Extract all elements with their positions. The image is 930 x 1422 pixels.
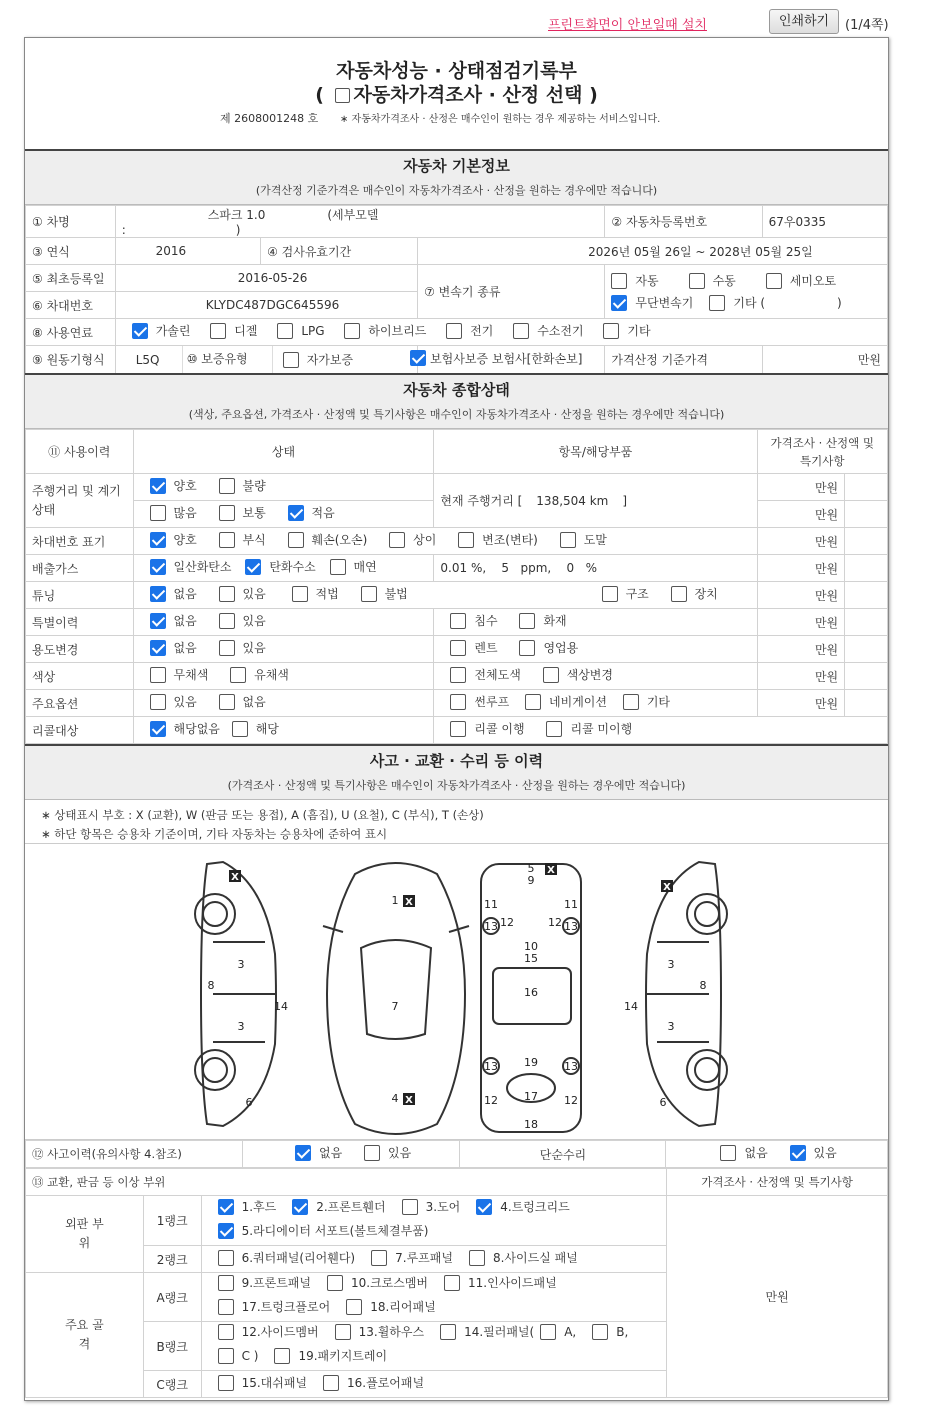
vin-smeared-checkbox[interactable] — [560, 532, 576, 548]
part-quarter-panel-checkbox[interactable] — [218, 1250, 234, 1266]
trans-semi-checkbox[interactable] — [766, 273, 782, 289]
emission-label: 배출가스 — [26, 555, 134, 582]
part-package-tray-checkbox[interactable] — [274, 1348, 290, 1364]
accident-history-table: ⑫ 사고이력(유의사항 4.참조) 없음 있음 단순수리 없음 있음 — [25, 1140, 888, 1168]
color-label: 색상 — [26, 663, 134, 690]
section-note: (가격조사 · 산정액 및 특기사항은 매수인이 자동차가격조사 · 산정을 원하는 경우에만 적습니다) — [227, 779, 686, 792]
part-front-panel-checkbox[interactable] — [218, 1275, 234, 1291]
emis-hc-checkbox[interactable] — [245, 559, 261, 575]
simple-yes-checkbox[interactable] — [790, 1145, 806, 1161]
trans-cvt-checkbox[interactable] — [611, 295, 627, 311]
car-parts-diagram — [25, 844, 889, 1140]
fuel-other-checkbox[interactable] — [603, 323, 619, 339]
engine-type-value: L5Q — [135, 352, 160, 367]
section-title: 자동차 종합상태 — [403, 381, 510, 399]
rankB-label: B랭크 — [143, 1322, 201, 1371]
page-indicator: (1/4쪽) — [845, 18, 889, 33]
mileage-value: 138,504 km — [536, 494, 609, 508]
col-status-header: 상태 — [133, 430, 434, 474]
use-none-checkbox[interactable] — [150, 640, 166, 656]
part-label-14: 14 — [624, 1000, 638, 1013]
fuel-hybrid-checkbox[interactable] — [344, 323, 360, 339]
detail-model-label: (세부모델 : — [121, 208, 379, 237]
self-warranty-checkbox[interactable] — [283, 352, 299, 368]
exchange-mark: X — [405, 897, 413, 908]
part-side-member-checkbox[interactable] — [218, 1324, 234, 1340]
tune-device-checkbox[interactable] — [671, 586, 687, 602]
tune-structure-checkbox[interactable] — [602, 586, 618, 602]
spec-fire-checkbox[interactable] — [519, 613, 535, 629]
parts-label: ⑬ 교환, 판금 등 이상 부위 — [26, 1169, 667, 1196]
part-label-18: 18 — [524, 1118, 538, 1131]
part-label-13: 13 — [564, 920, 578, 933]
part-wheel-house-checkbox[interactable] — [335, 1324, 351, 1340]
color-full-paint-checkbox[interactable] — [450, 667, 466, 683]
basic-info-section-header — [25, 151, 888, 205]
tune-yes-checkbox[interactable] — [219, 586, 235, 602]
vin-corrosion-checkbox[interactable] — [219, 532, 235, 548]
part-pillar-panel-checkbox[interactable] — [440, 1324, 456, 1340]
col-item-header: 항목/해당부품 — [434, 430, 757, 474]
part-trunk-floor-checkbox[interactable] — [218, 1299, 234, 1315]
part-label-19: 19 — [524, 1056, 538, 1069]
part-floor-panel-checkbox[interactable] — [323, 1375, 339, 1391]
part-door-checkbox[interactable] — [402, 1199, 418, 1215]
part-pillar-c-checkbox[interactable] — [218, 1348, 234, 1364]
part-label-1: 1 — [391, 894, 399, 907]
part-label-13: 13 — [484, 920, 498, 933]
inspection-period-value: 2026년 05월 26일 ~ 2028년 05월 25일 — [418, 238, 888, 265]
fuel-diesel-checkbox[interactable] — [210, 323, 226, 339]
tune-illegal-checkbox[interactable] — [361, 586, 377, 602]
accident-section-header — [25, 744, 888, 800]
part-rear-panel-checkbox[interactable] — [346, 1299, 362, 1315]
legend-symbols: ∗ 상태표시 부호 : X (교환), W (판금 또는 용접), A (흠집), U (요철), C (부식), T (손상) — [41, 808, 484, 822]
recall-label: 리콜대상 — [26, 717, 134, 744]
parts-table: ⑬ 교환, 판금 등 이상 부위 가격조사 · 산정액 및 특기사항 외판 부위 1랭크 1.후드 2.프론트휀더 3.도어 4.트렁크리드 5.라디에이터 서포트(볼트체결부품) 만원 2랭크 6.쿼터패널(리어휀다) 7.루프패널 8.사이드실 패널 주요 골격 A랭크 9.프론트패널 10.크로스멤버 11.인사이드패널 17.트렁크플로어 18.리어패널 B랭크 12.사이드멤버 13.휠하우스 14.필러패널( A, B, C ) 19.패키지트레이 C랭크 15.대쉬패널 16.플로어패널 — [25, 1168, 888, 1398]
base-price-label: 가격산정 기준가격 — [605, 346, 762, 375]
insurance-warranty-checkbox[interactable] — [410, 350, 426, 366]
vin-damage-checkbox[interactable] — [288, 532, 304, 548]
special-history-label: 특별이력 — [26, 609, 134, 636]
price-service-checkbox[interactable] — [335, 88, 350, 103]
emis-co-checkbox[interactable] — [150, 559, 166, 575]
overall-section-header — [25, 375, 888, 429]
recall-yes-checkbox[interactable] — [232, 721, 248, 737]
part-radiator-support-checkbox[interactable] — [218, 1223, 234, 1239]
part-label-12: 12 — [548, 916, 562, 929]
inspection-period-label: ④ 검사유효기간 — [261, 238, 418, 265]
engine-type-label: ⑨ 원동기형식 — [26, 346, 116, 375]
mileage-bad-checkbox[interactable] — [219, 478, 235, 494]
fuel-label: ⑧ 사용연료 — [26, 319, 116, 346]
base-price-unit: 만원 — [762, 346, 887, 375]
part-label-3: 3 — [667, 958, 675, 971]
document-subtitle: ( 자동차가격조사 · 산정 선택 ) — [315, 84, 598, 106]
part-dash-panel-checkbox[interactable] — [218, 1375, 234, 1391]
part-label-12: 12 — [564, 1094, 578, 1107]
rankA-label: A랭크 — [143, 1273, 201, 1322]
print-button[interactable]: 인쇄하기 — [769, 9, 839, 34]
install-link[interactable]: 프린트화면이 안보일때 설치 — [548, 18, 707, 33]
inspection-document — [24, 37, 889, 1401]
part-label-3: 3 — [667, 1020, 675, 1033]
col-usage-header: ⑪ 사용이력 — [26, 430, 134, 474]
vin-altered-checkbox[interactable] — [458, 532, 474, 548]
vin-differ-checkbox[interactable] — [389, 532, 405, 548]
emission-values: 0.01 %, 5 ppm, 0 % — [434, 555, 757, 582]
fuel-lpg-checkbox[interactable] — [277, 323, 293, 339]
accident-none-checkbox[interactable] — [295, 1145, 311, 1161]
spec-flood-checkbox[interactable] — [450, 613, 466, 629]
part-label-8: 8 — [207, 979, 215, 992]
part-label-11: 11 — [484, 898, 498, 911]
part-label-12: 12 — [500, 916, 514, 929]
section-note: (가격산정 기준가격은 매수인이 자동차가격조사 · 산정을 원하는 경우에만 적습니다) — [255, 184, 658, 197]
mileage-low-checkbox[interactable] — [288, 505, 304, 521]
part-label-13: 13 — [484, 1060, 498, 1073]
part-label-7: 7 — [391, 1000, 399, 1013]
part-label-4: 4 — [391, 1092, 399, 1105]
trans-auto-checkbox[interactable] — [611, 273, 627, 289]
document-header — [25, 38, 888, 151]
part-pillar-b-checkbox[interactable] — [592, 1324, 608, 1340]
accident-history-label: ⑫ 사고이력(유의사항 4.참조) — [26, 1141, 243, 1168]
color-achromatic-checkbox[interactable] — [150, 667, 166, 683]
section-title: 사고 · 교환 · 수리 등 이력 — [369, 752, 544, 770]
special-notes-label: 가격조사 · 산정액 및 특기사항 — [667, 1169, 888, 1196]
part-label-6: 6 — [245, 1096, 253, 1109]
outer-panel-label: 외판 부위 — [26, 1196, 144, 1273]
part-label-8: 8 — [699, 979, 707, 992]
part-label-5: 5 — [527, 862, 535, 875]
frame-label: 주요 골격 — [26, 1273, 144, 1398]
part-label-3: 3 — [237, 958, 245, 971]
part-label-17: 17 — [524, 1090, 538, 1103]
color-change-checkbox[interactable] — [543, 667, 559, 683]
emis-smoke-checkbox[interactable] — [330, 559, 346, 575]
part-hood-checkbox[interactable] — [218, 1199, 234, 1215]
spec-yes-checkbox[interactable] — [219, 613, 235, 629]
use-business-checkbox[interactable] — [519, 640, 535, 656]
year-value: 2016 — [115, 238, 260, 265]
tuning-label: 튜닝 — [26, 582, 134, 609]
options-label: 주요옵션 — [26, 690, 134, 717]
top-bar — [0, 8, 930, 36]
rank1-label: 1랭크 — [143, 1196, 201, 1246]
reg-number-value: 67우0335 — [762, 206, 887, 238]
vin-mark-label: 차대번호 표기 — [26, 528, 134, 555]
mileage-high-checkbox[interactable] — [150, 505, 166, 521]
opt-yes-checkbox[interactable] — [150, 694, 166, 710]
fuel-hydrogen-checkbox[interactable] — [513, 323, 529, 339]
recall-done-checkbox[interactable] — [450, 721, 466, 737]
use-rent-checkbox[interactable] — [450, 640, 466, 656]
rankC-label: C랭크 — [143, 1371, 201, 1398]
mileage-label: 주행거리 및 계기상태 — [26, 474, 134, 528]
part-label-11: 11 — [564, 898, 578, 911]
part-label-9: 9 — [527, 874, 535, 887]
simple-repair-label: 단순수리 — [460, 1141, 666, 1168]
fuel-electric-checkbox[interactable] — [446, 323, 462, 339]
vin-label: ⑥ 차대번호 — [26, 292, 116, 319]
basic-info-table: ① 차명 스파크 1.0 (세부모델 : ) ② 자동차등록번호 67우0335 ③ 연식 2016 ④ 검사유효기간 2026년 05월 26일 ~ 2028년 05월 25일 ⑤ 최초등록일 2016-05-26 ⑦ 변속기 종류 자동 수동 세미오토 무단변속기 기타 ( ) ⑥ 차대번호 KLYDC487DGC645596 ⑧ 사용연료 가솔린 디젤 LPG 하이브리드 전기 수소전기 기타 ⑨ 원동기형식 L5Q ⑩ 보증유형 자가보증 보험사보증 보험사[한화손보] 가격산정 기준가격 만원 — [25, 205, 888, 375]
parts-price-unit: 만원 — [667, 1196, 888, 1398]
opt-other-checkbox[interactable] — [623, 694, 639, 710]
fuel-gasoline-checkbox[interactable] — [132, 323, 148, 339]
tune-legal-checkbox[interactable] — [292, 586, 308, 602]
year-label: ③ 연식 — [26, 238, 116, 265]
part-label-12: 12 — [484, 1094, 498, 1107]
exchange-mark: X — [547, 865, 555, 876]
model-label: ① 차명 — [26, 206, 116, 238]
simple-none-checkbox[interactable] — [720, 1145, 736, 1161]
part-cross-member-checkbox[interactable] — [327, 1275, 343, 1291]
part-side-sill-checkbox[interactable] — [469, 1250, 485, 1266]
car-diagram — [25, 844, 888, 1140]
section-title: 자동차 기본정보 — [403, 157, 510, 175]
mileage-good-checkbox[interactable] — [150, 478, 166, 494]
part-label-6: 6 — [659, 1096, 667, 1109]
trans-manual-checkbox[interactable] — [689, 273, 705, 289]
col-price-header: 가격조사 · 산정액 및 특기사항 — [757, 430, 887, 474]
document-number: 제 2608001248 호 — [220, 112, 319, 125]
opt-sunroof-checkbox[interactable] — [450, 694, 466, 710]
recall-notdone-checkbox[interactable] — [546, 721, 562, 737]
reg-number-label: ② 자동차등록번호 — [605, 206, 762, 238]
rank2-label: 2랭크 — [143, 1246, 201, 1273]
accident-yes-checkbox[interactable] — [364, 1145, 380, 1161]
color-chromatic-checkbox[interactable] — [230, 667, 246, 683]
part-inside-panel-checkbox[interactable] — [444, 1275, 460, 1291]
part-roof-panel-checkbox[interactable] — [371, 1250, 387, 1266]
overall-status-table: ⑪ 사용이력 상태 항목/해당부품 가격조사 · 산정액 및 특기사항 주행거리 및 계기상태 양호 불량 현재 주행거리 [ 138,504 km ] 만원 많음 보통 적음 만원 차대번호 표기 양호 부식 훼손(오손) 상이 변조(변타) 도말 만원 배출가스 일산화탄소 탄화수소 매연 0.01 %, 5 ppm, 0 % 만원 튜닝 없음 있음 적법 불법 구조 장치 만원 특별이력 없음 있음 침수 화재 만원 용도변경 없음 있음 렌트 영업용 만원 색상 무채색 유채색 전체도색 색상변경 만원 주요옵션 있음 없음 썬루프 네비게이션 기타 만원 리콜대상 해당없음 해당 리콜 이행 리콜 미이행 — [25, 429, 888, 744]
first-reg-label: ⑤ 최초등록일 — [26, 265, 116, 292]
transmission-label: ⑦ 변속기 종류 — [418, 265, 605, 319]
warranty-label: ⑩ 보증유형 — [182, 346, 272, 373]
first-reg-value: 2016-05-26 — [115, 265, 417, 292]
part-front-fender-checkbox[interactable] — [292, 1199, 308, 1215]
model-value: 스파크 1.0 — [207, 208, 266, 222]
usage-change-label: 용도변경 — [26, 636, 134, 663]
document-title: 자동차성능 · 상태점검기록부 — [336, 60, 577, 82]
vin-value: KLYDC487DGC645596 — [115, 292, 417, 319]
legend-note: ∗ 하단 항목은 승용차 기준이며, 기타 자동차는 승용차에 준하여 표시 — [41, 827, 388, 841]
spec-none-checkbox[interactable] — [150, 613, 166, 629]
part-label-15: 15 — [524, 952, 538, 965]
vin-good-checkbox[interactable] — [150, 532, 166, 548]
legend — [25, 800, 888, 844]
use-yes-checkbox[interactable] — [219, 640, 235, 656]
opt-no-checkbox[interactable] — [219, 694, 235, 710]
part-label-10: 10 — [524, 940, 538, 953]
part-label-16: 16 — [524, 986, 538, 999]
recall-none-checkbox[interactable] — [150, 721, 166, 737]
mileage-normal-checkbox[interactable] — [219, 505, 235, 521]
part-label-13: 13 — [564, 1060, 578, 1073]
exchange-mark: X — [231, 872, 239, 883]
trans-other-checkbox[interactable] — [709, 295, 725, 311]
tune-none-checkbox[interactable] — [150, 586, 166, 602]
header-note: ∗ 자동차가격조사 · 산정은 매수인이 원하는 경우 제공하는 서비스입니다. — [340, 114, 661, 125]
section-note: (색상, 주요옵션, 가격조사 · 산정액 및 특기사항은 매수인이 자동차가격조사 · 산정을 원하는 경우에만 적습니다) — [188, 408, 725, 421]
exchange-mark: X — [663, 882, 671, 893]
part-label-3: 3 — [237, 1020, 245, 1033]
part-pillar-a-checkbox[interactable] — [540, 1324, 556, 1340]
part-trunk-lid-checkbox[interactable] — [476, 1199, 492, 1215]
exchange-mark: X — [405, 1095, 413, 1106]
opt-navi-checkbox[interactable] — [525, 694, 541, 710]
part-label-14: 14 — [274, 1000, 288, 1013]
